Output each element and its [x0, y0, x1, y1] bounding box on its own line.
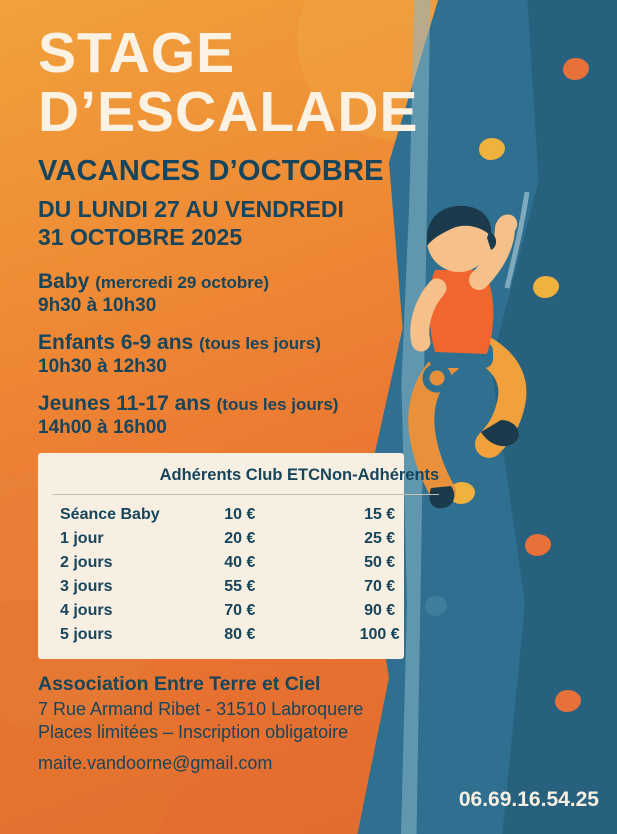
- table-header-row: [52, 463, 439, 495]
- price-member: 20 €: [224, 529, 256, 547]
- session-detail: (tous les jours): [216, 394, 339, 414]
- price-member: 10 €: [224, 505, 256, 523]
- contact-email[interactable]: maite.vandoorne@gmail.com: [38, 752, 273, 773]
- price-label: 2 jours: [60, 553, 113, 571]
- session-title: [38, 331, 617, 355]
- page-title: [38, 21, 617, 144]
- table-row: [52, 551, 439, 575]
- session-title: [38, 270, 617, 294]
- session-item-jeunes: [38, 392, 617, 439]
- table-row: [52, 623, 439, 647]
- session-detail: (tous les jours): [199, 333, 321, 353]
- session-name: Baby: [38, 269, 96, 293]
- session-detail: (mercredi 29 octobre): [95, 272, 270, 292]
- session-name: Enfants 6-9 ans: [38, 330, 200, 354]
- price-label: 4 jours: [60, 601, 113, 619]
- column-header-category: [52, 463, 160, 495]
- dates-line-2: 31 OCTOBRE 2025: [38, 224, 243, 251]
- table-row: [52, 503, 439, 527]
- registration-notice: Places limitées – Inscription obligatoire: [38, 721, 349, 742]
- price-nonmember: 90 €: [364, 601, 396, 619]
- title-line-1: STAGE: [38, 21, 236, 85]
- price-table-body: [52, 494, 439, 647]
- price-member: 80 €: [224, 625, 256, 643]
- organisation-name: Association Entre Terre et Ciel: [38, 672, 321, 695]
- table-row: [52, 599, 439, 623]
- session-item-baby: [38, 270, 617, 317]
- table-row: [52, 575, 439, 599]
- table-row: [52, 527, 439, 551]
- table-divider-cell: [52, 494, 439, 503]
- title-line-2: D’ESCALADE: [38, 79, 419, 144]
- price-member: 40 €: [224, 553, 256, 571]
- session-hours: 14h00 à 16h00: [38, 416, 167, 438]
- price-member: 70 €: [224, 601, 256, 619]
- price-nonmember: 50 €: [364, 553, 396, 571]
- column-header-members: Adhérents Club ETC: [159, 465, 321, 484]
- poster-subtitle: VACANCES D’OCTOBRE: [38, 155, 384, 188]
- address-line: 7 Rue Armand Ribet - 31510 Labroquere: [38, 698, 364, 719]
- contact-phone[interactable]: 06.69.16.54.25: [458, 788, 599, 811]
- price-nonmember: 70 €: [364, 577, 396, 595]
- price-label: 3 jours: [60, 577, 113, 595]
- session-name: Jeunes 11-17 ans: [38, 391, 217, 415]
- poster-dates: [38, 195, 617, 251]
- price-label: 5 jours: [60, 625, 113, 643]
- session-hours: 9h30 à 10h30: [38, 294, 157, 316]
- price-member: 55 €: [224, 577, 256, 595]
- price-nonmember: 15 €: [364, 505, 396, 523]
- session-title: [38, 392, 617, 416]
- price-table-container: [38, 453, 440, 659]
- footer-block: [38, 673, 617, 774]
- price-table: [52, 463, 439, 647]
- price-nonmember: 100 €: [359, 625, 400, 643]
- dates-line-1: DU LUNDI 27 AU VENDREDI: [38, 196, 344, 223]
- price-label: Séance Baby: [60, 505, 160, 523]
- table-divider: [52, 494, 439, 503]
- column-header-nonmembers: Non-Adhérents: [320, 465, 440, 484]
- session-item-enfants: [38, 331, 617, 378]
- price-label: 1 jour: [60, 529, 104, 547]
- session-list: [38, 270, 617, 439]
- price-table-head: [52, 463, 439, 495]
- session-hours: 10h30 à 12h30: [38, 355, 167, 377]
- price-nonmember: 25 €: [364, 529, 396, 547]
